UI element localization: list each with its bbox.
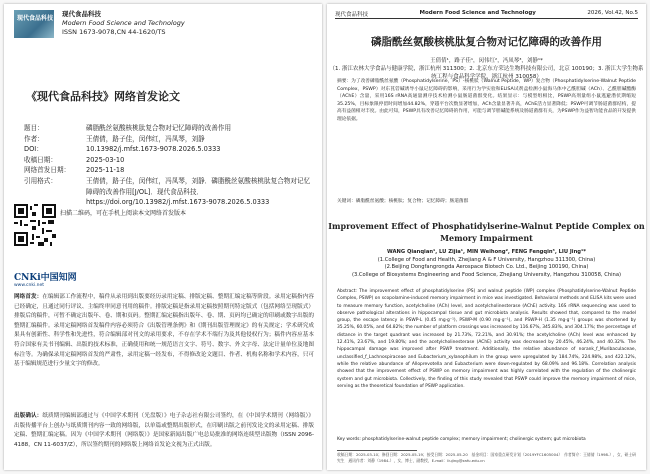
meta-row (24, 134, 314, 145)
meta-value: 2025-03-10 (86, 155, 125, 164)
affiliations-cn: （1. 浙江农林大学食品与健康学院，浙江杭州 311300；2. 北京东方荣达生物科技有限公司，北京 100190；3. 浙江大学生物系统工程与食品科学学院，浙江杭州 310058） (329, 66, 644, 80)
journal-issn: ISSN 1673-9078,CN 44-1620/TS (62, 28, 166, 36)
journal-en-name: Modern Food Science and Technology (62, 19, 185, 27)
right-page (327, 4, 646, 470)
article-meta (24, 123, 314, 208)
journal-cover-image (14, 10, 54, 38)
header-rule (335, 18, 638, 19)
article-title-cn: 磷脂酰丝氨酸核桃肽复合物对记忆障碍的改善作用 (371, 36, 602, 48)
qr-caption: 扫描二维码，可在手机上阅读本文网络首发版本 (60, 210, 187, 217)
meta-key: 收稿日期： (24, 155, 57, 164)
keywords-en: Key words: phosphatidylserine-walnut peptide complex; memory impairment; cholinergic system; gut microbiota (337, 437, 586, 442)
cnki-logo: CNKi中国知网 (14, 273, 77, 283)
publication-note (14, 412, 314, 450)
meta-key: 引用格式： (24, 176, 57, 185)
meta-key: 题目： (24, 124, 44, 132)
page-title: 《现代食品科技》网络首发论文 (26, 90, 180, 103)
cnki-url[interactable]: www.cnki.net (14, 283, 45, 288)
header-journal-en: Modern Food Science and Technology (419, 10, 536, 16)
journal-cn-name: 现代食品科技 (62, 10, 101, 18)
meta-key: 作者： (24, 134, 44, 143)
abstract-cn: 摘要：为了改善磷脂酰丝氨酸（Phosphatidylserine，PS）-核桃肽（Walnut Peptide，WP）复合物（Phosphatidylserine-Walnut Peptide Complex，PSWP）对东莨菪碱诱导小鼠记忆障碍的影响，采用行为学实验和ELISA试剂盒检测小鼠海马体中乙酰胆碱（ACh）、乙酰胆碱酯酶（AChE）含量，采用16S rRNA高通量测序技术检测小鼠肠道菌群变化。结果显示：与模型组相比，PSWP高剂量组小鼠逃避潜伏期缩短35.25%，目标象限停留时间增加44.82%，穿越平台次数显著增加，ACh含量显著升高，AChE活力显著降低；PSWP可调节肠道菌群结构，提高有益菌相对丰度。由此可知，PSWP具有改善记忆障碍的作用，可能与调节胆碱能系统及肠道菌群有关，为PSWP作为益智功能食品的开发提供理论依据。 (337, 79, 636, 122)
meta-value: 10.13982/j.mfst.1673-9078.2026.5.0333 (86, 145, 221, 154)
meta-value: 2025-11-18 (86, 166, 125, 175)
affiliation-en-2: (2.Beijing Dongfangrongda Aerospace Biotech Co. Ltd., Beijing 100190, China) (384, 264, 589, 271)
keywords-cn: 关键词：磷脂酰丝氨酸；核桃肽；复合物；记忆障碍；肠道菌群 (337, 199, 469, 204)
qr-code-icon[interactable] (14, 204, 56, 246)
footnote-rule (337, 450, 417, 451)
cover-title: 现代食品科技 (17, 15, 54, 22)
meta-key: 网络首发日期： (24, 166, 71, 175)
meta-key: DOI： (24, 145, 43, 154)
authors-en: WANG Qianqian¹, LU Zijia¹, MIN Weihong², FENG Fengqin³, LIU Jing¹* (387, 249, 586, 255)
meta-row (24, 176, 314, 208)
header-volume: 2026, Vol.42, No.5 (587, 10, 638, 16)
online-first-label: 网络首发： (14, 294, 43, 300)
journal-info (62, 10, 185, 37)
article-title-en: Improvement Effect of Phosphatidylserine-Walnut Peptide Complex on Memory Impairment (328, 221, 645, 243)
meta-row (24, 155, 314, 166)
authors-en-block (327, 249, 646, 279)
meta-value: 磷脂酰丝氨酸核桃肽复合物对记忆障碍的改善作用 (86, 124, 232, 132)
journal-header (14, 10, 314, 40)
affiliation-en-3: (3.College of Biosystems Engineering and Food Science, Zhejiang University, Hangzhou 310058, China) (351, 271, 622, 278)
publication-text: 纸质期刊编辑部通过与《中国学术期刊（光盘版）》电子杂志社有限公司签约，在《中国学术期刊（网络版）》出版传播平台上创办与纸质期刊内容一致的网络版，以单篇或整期出版形式，在印刷出版之前刊发论文的录用定稿、排版定稿、整期汇编定稿。因为《中国学术期刊（网络版）》是国家新闻出版广电总局批准的网络连续型出版物（ISSN 2096-4188，CN 11-6037/Z），所以签约期刊的网络版上网络首发论文视为正式出版。 (14, 413, 314, 448)
meta-value: 王倩倩，路子佳，闵伟红，冯凤琴，刘静．磷脂酰丝氨酸核桃肽复合物对记忆障碍的改善作用[J/OL]．现代食品科技．https://doi.org/10.13982/j.mfst.1673-9078.2026.5.0333 (86, 176, 311, 207)
footnote: 收稿日期：2025-03-10；修回日期：2025-05-19；接受日期：2025-05-20 基金项目：国家重点研发计划（2019YFC1605004） 作者简介：王倩倩（1998-），女，硕士研究生 通讯作者：刘静（1984-），女，博士，副教授，E-mail：liujing@zafu.edu.cn (337, 452, 636, 463)
publication-label: 出版确认： (14, 413, 43, 419)
affiliation-en-1: (1.College of Food and Health, Zhejiang A & F University, Hangzhou 311300, China) (377, 256, 596, 263)
online-first-note (14, 293, 314, 370)
abstract-en: Abstract: The improvement effect of phosphatidylserine (PS) and walnut peptide (WP) complex (Phosphatidylserine-Walnut Peptide Complex, PSWP) on scopolamine-induced memory impairment in mice was investigated. Behavioral methods and ELISA kits were used to measure memory function, acetylcholine (ACh) level, and acetylcholinesterase (AChE) activity. 16S rRNA sequencing was used to observe pathological alterations in hippocampal tissue and gut microbiota analysis. Results showed that, compared to the model group, the escape latency in PSWP-L (0.45 mg·g⁻¹), PSWP-M (0.90 mg·g⁻¹), and PSWP-H (1.35 mg·g⁻¹) groups was shortened by 35.25%, 60.05%, and 64.82%; the number of platform crossings was increased by 116.67%, 345.83%, and 304.17%; the percentage of distance in the target quadrant was increased by 21.73%, 72.21%, and 30.91%; the acetylcholine (ACh) level was enhanced by 12.41%, 23.67%, and 19.80%; and the acetylcholinesterase (AChE) activity was decreased by 20.45%, 46.24%, and 40.32%. The hippocampal damage was improved after PSWP treatment. Additionally, the relative abundance of norank_f_Muribaculaceae, unclassified_f_Lachnospiraceae and Eubacterium_xylanophilum in the group were upregulated by 184.74%, 224.98%, and 422.12%, while the relative abundance of Alloprevotella and Eubacterium were down-regulated by 68.09% and 96.18%. Correlation analysis showed that the improvement effect of PSWP on memory impairment was highly correlated with the regulation of the cholinergic system and gut microbiota. Collectively, the finding of this study revealed that PSWP could improve the memory impairment of mice, serving as the theoretical foundation of PSWP application. (337, 289, 636, 389)
meta-row (24, 144, 314, 155)
authors-cn: 王倩倩¹，路子佳¹，闵伟红²，冯凤琴³，刘静¹* (430, 58, 543, 64)
meta-value: 王倩倩，路子佳，闵伟红，冯凤琴，刘静 (86, 134, 205, 143)
running-header (335, 10, 638, 18)
meta-row (24, 123, 314, 134)
left-page (4, 4, 322, 470)
online-first-text: 在编辑部工作流程中，稿件从录用到出版要经历录用定稿、排版定稿、整期汇编定稿等阶段。录用定稿指内容已经确定，且通过同行评议、主编终审同意刊用的稿件。排版定稿是指录用定稿按照期刊特定版式（包括网络呈现版式）排版后的稿件，可暂不确定出版年、卷、期和页码。整期汇编定稿指出版年、卷、期、页码均已确定的印刷或数字出版的整期汇编稿件。录用定稿网络首发稿件内容必须符合《出版管理条例》和《期刊出版管理规定》的有关规定；学术研究成果具有创新性、科学性和先进性，符合编辑部对刊文的录用要求，不存在学术不端行为及其他侵权行为；稿件内容应基本符合国家有关书刊编辑、出版的技术标准，正确使用和统一规范语言文字、符号、数字、外文字母、法定计量单位及地图标注等。为确保录用定稿网络首发的严肃性，录用定稿一经发布，不得修改论文题目、作者、机构名称和学术内容，只可基于编辑规范进行少量文字的修改。 (14, 294, 314, 368)
header-journal-cn: 现代食品科技 (335, 12, 369, 18)
meta-row (24, 165, 314, 176)
